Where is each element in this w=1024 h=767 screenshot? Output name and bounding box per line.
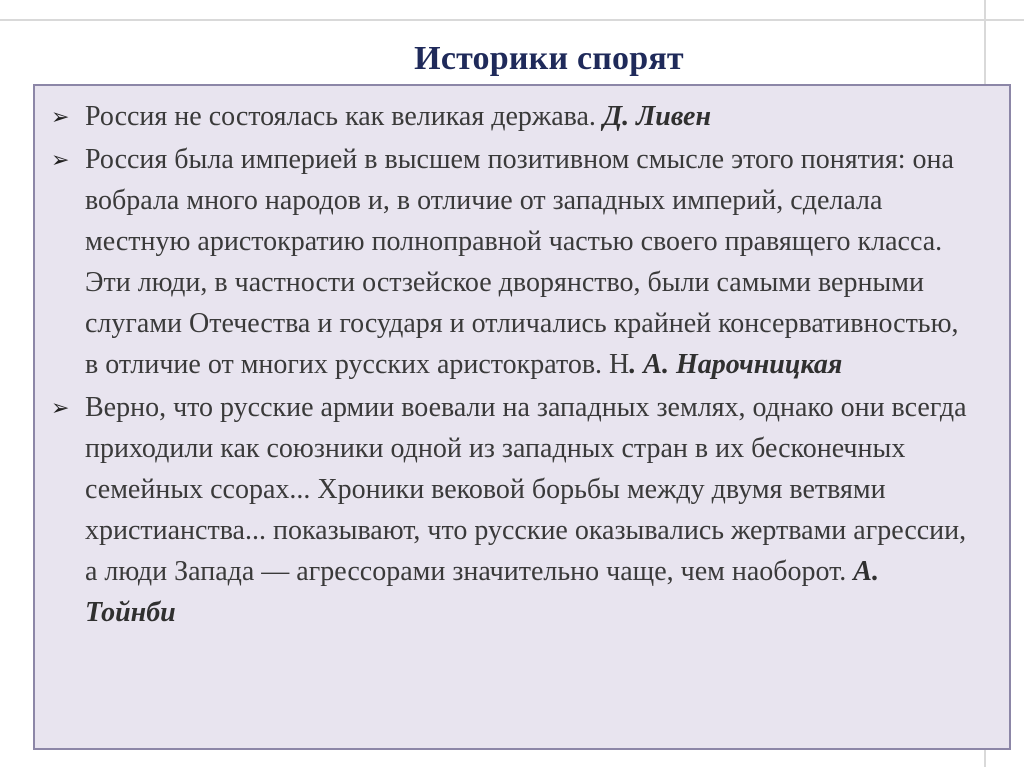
quotes-panel xyxy=(33,84,1011,750)
quote-author: Д. Ливен xyxy=(602,101,711,132)
slide-title: Историки спорят xyxy=(414,40,684,77)
quote-text: Верно, что русские армии воевали на западных землях, однако они всегда приходили как союзники одной из западных стран в их бесконечных семейных ссорах... Хроники вековой борьбы между двумя ветвями христианства... показывают, что русские оказывались жертвами агрессии, а люди Запада — агрессорами значительно чаще, чем наоборот. xyxy=(85,392,967,587)
quote-item xyxy=(51,139,975,385)
quote-text: Россия была империей в высшем позитивном смысле этого понятия: она вобрала много народов и, в отличие от западных империй, сделала местную аристократию полноправной частью своего правящего класса. Эти люди, в частности остзейское дворянство, были самыми верными слугами Отечества и государя и отличались крайней консервативностью, в отличие от многих русских аристократов. Н xyxy=(85,144,959,380)
arrowhead-bullet-icon: ➢ xyxy=(51,104,70,129)
arrowhead-bullet-icon: ➢ xyxy=(51,395,70,420)
quotes-list xyxy=(35,86,1009,633)
quote-author: . А. Нарочницкая xyxy=(629,349,843,380)
quote-author: А. Тойнби xyxy=(85,556,879,628)
arrowhead-bullet-icon: ➢ xyxy=(51,147,70,172)
quote-item xyxy=(51,96,975,137)
quote-item xyxy=(51,387,975,633)
quote-text: Россия не состоялась как великая держава. xyxy=(85,101,603,132)
